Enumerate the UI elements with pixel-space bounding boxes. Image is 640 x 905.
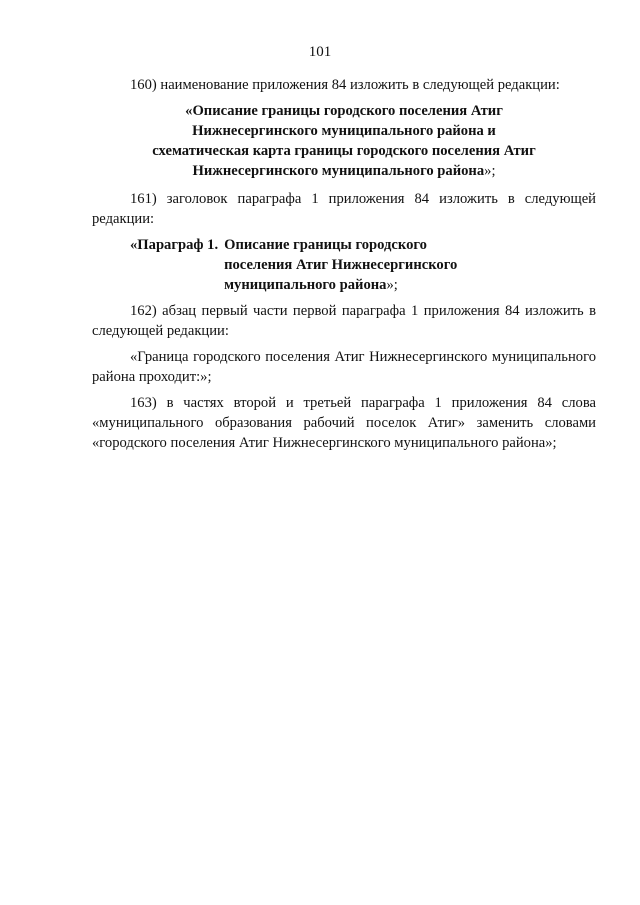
paragraph-heading-line-2: поселения Атиг Нижнесергинского bbox=[224, 257, 458, 273]
paragraph-heading-line-3 bbox=[224, 275, 457, 295]
quote-162: «Граница городского поселения Атиг Нижнесергинского муниципального района проходит:»; bbox=[92, 349, 596, 385]
appendix-title-line-2: Нижнесергинского муниципального района и bbox=[192, 123, 496, 139]
paragraph-heading-label: «Параграф 1. bbox=[130, 237, 219, 253]
appendix-title-line-1: «Описание границы городского поселения Атиг bbox=[185, 103, 503, 119]
paragraph-heading-line-3-tail: »; bbox=[386, 277, 398, 293]
paragraph-heading-line-3-bold: муниципального района bbox=[224, 277, 387, 293]
appendix-title-line-4 bbox=[92, 161, 596, 181]
paragraph-162: 162) абзац первый части первой параграфа 1 приложения 84 изложить в следующей редакции: bbox=[92, 303, 596, 339]
paragraph-heading bbox=[130, 235, 596, 295]
paragraph-161: 161) заголовок параграфа 1 приложения 84 изложить в следующей редакции: bbox=[92, 191, 596, 227]
appendix-title bbox=[92, 101, 596, 181]
appendix-title-line-4-bold: Нижнесергинского муниципального района bbox=[192, 163, 485, 179]
paragraph-heading-text bbox=[224, 235, 457, 295]
paragraph-163: 163) в частях второй и третьей параграфа 1 приложения 84 слова «муниципального образования рабочий поселок Атиг» заменить словами «городского поселения Атиг Нижнесергинского муниципального района»; bbox=[92, 395, 596, 451]
appendix-title-line-4-tail: »; bbox=[484, 163, 496, 179]
paragraph-160: 160) наименование приложения 84 изложить в следующей редакции: bbox=[130, 77, 560, 93]
page-number: 101 bbox=[308, 44, 332, 60]
document-body bbox=[92, 75, 596, 459]
paragraph-heading-line-1: Описание границы городского bbox=[224, 237, 427, 253]
appendix-title-line-3: схематическая карта границы городского поселения Атиг bbox=[152, 143, 536, 159]
